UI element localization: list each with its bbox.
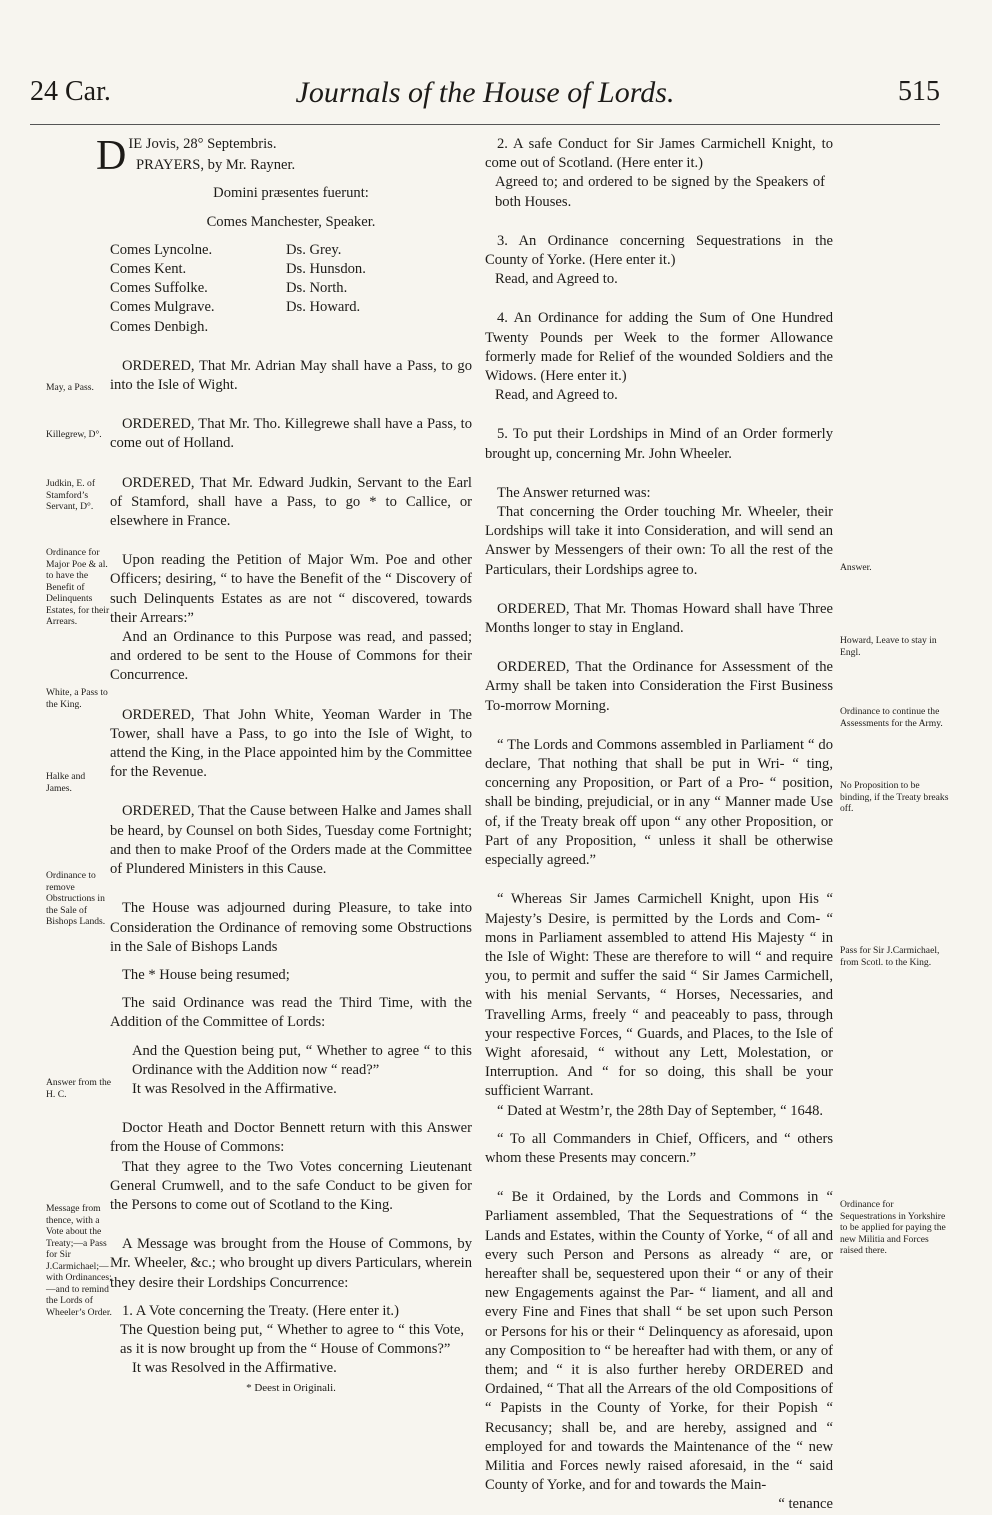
house-adjourned: The House was adjourned during Pleasure, to take into Consideration the Ordinance of removing some Obstructions in the Sale of Bishops Lands: [110, 900, 472, 955]
lord-name: Ds. Howard.: [286, 299, 361, 316]
vote-question: The Question being put, “ Whether to agree to “ this Vote, as it is now brought up from the “ House of Commons?”: [120, 1321, 464, 1358]
margin-note-assessment: Ordinance to continue the Assessments for the Army.: [840, 706, 943, 729]
lords-present-list: [110, 241, 472, 337]
margin-note-white: White, a Pass to the King.: [46, 687, 108, 710]
catchword: “ tenance: [778, 1496, 833, 1513]
poe-ordinance: And an Ordinance to this Purpose was read, and passed; and ordered to be sent to the House of Commons for their Concurrence.: [110, 629, 472, 684]
lord-name: Ds. Grey.: [286, 241, 342, 258]
left-column: [96, 133, 472, 1398]
header-page-number: 515: [898, 76, 940, 107]
margin-note-bishops: Ordinance to remove Obstructions in the Sale of Bishops Lands.: [46, 870, 106, 927]
order-killegrew-pass: ORDERED, That Mr. Tho. Killegrewe shall have a Pass, to come out of Holland.: [110, 416, 472, 452]
sequestrations-agreed: Read, and Agreed to.: [495, 271, 618, 288]
lord-name: Comes Lyncolne.: [110, 241, 213, 258]
header-regnal-year: 24 Car.: [30, 76, 111, 107]
margin-note-yorkshire: Ordinance for Sequestrations in Yorkshire to be applied for paying the new Militia and Forces raised there.: [840, 1199, 946, 1256]
house-resumed: The * House being resumed;: [122, 966, 290, 983]
order-judkin-pass: ORDERED, That Mr. Edward Judkin, Servant to the Earl of Stamford, shall have a Pass, to go * to Callice, or elsewhere in France.: [110, 474, 472, 530]
footnote: * Deest in Originali.: [246, 1381, 336, 1394]
date-dropcap: D: [96, 133, 127, 179]
ordinance-question: And the Question being put, “ Whether to agree “ to this Ordinance with the Addition now “ read?”: [132, 1042, 472, 1078]
answer-text: That concerning the Order touching Mr. Wheeler, their Lordships will take it into Consideration, and will send an Answer by Messengers of their own: To all the rest of the Particulars, their Lordships agree to.: [485, 504, 833, 578]
commons-message: A Message was brought from the House of Commons, by Mr. Wheeler, &c.; who brought up divers Particulars, wherein they desire their Lordships Concurrence:: [110, 1236, 472, 1291]
margin-note-howard: Howard, Leave to stay in Engl.: [840, 635, 937, 658]
margin-note-no-proposition: No Proposition to be binding, if the Treaty breaks off.: [840, 780, 949, 814]
header-rule: [30, 124, 940, 125]
wheeler-item: 5. To put their Lordships in Mind of an Order formerly brought up, concerning Mr. John Wheeler.: [485, 426, 833, 462]
margin-note-may: May, a Pass.: [46, 382, 94, 393]
vote-treaty: 1. A Vote concerning the Treaty. (Here enter it.): [122, 1302, 399, 1319]
order-army-assessment: ORDERED, That the Ordinance for Assessment of the Army shall be taken into Consideration the First Business To-morrow Morning.: [485, 659, 833, 714]
carmichell-pass: “ Whereas Sir James Carmichell Knight, upon His “ Majesty’s Desire, is permitted by the Lords and Com- “ mons in Parliament assembled to attend His Majesty “ in the Isle of Wight: These are therefore to will “ and require you, to permit and suffer the said “ Sir James Carmichell, with his menial Servants, “ Horses, Necessaries, and Travelling Arms, freely “ and peaceably to pass, through your respective Forces, “ Guards, and Places, to the Isle of Wight aforesaid, “ without any Lett, Molestation, or Interruption. And “ for so doing, this shall be your sufficient Warrant.: [485, 891, 833, 1100]
margin-note-answer-right: Answer.: [840, 562, 872, 573]
ordinance-resolved: It was Resolved in the Affirmative.: [132, 1080, 337, 1097]
treaty-declaration: “ The Lords and Commons assembled in Parliament “ do declare, That nothing that shall be put in Wri- “ ting, concerning any Proposition, or Part of a Pro- “ position, shall be binding, prejudicial, or in any “ Manner made Use of, if the Treaty break off upon “ any other Proposition, or Part of any Proposition, “ unless it shall be otherwise especially agreed.”: [485, 736, 833, 869]
running-header: [30, 76, 940, 124]
lord-name: Comes Mulgrave.: [110, 299, 215, 316]
relief-agreed: Read, and Agreed to.: [495, 387, 618, 404]
order-may-pass: ORDERED, That Mr. Adrian May shall have a Pass, to go into the Isle of Wight.: [110, 357, 472, 394]
margin-note-halke: Halke and James.: [46, 771, 86, 794]
lord-name: Comes Suffolke.: [110, 280, 208, 297]
order-white-pass: ORDERED, That John White, Yeoman Warder in The Tower, shall have a Pass, to go into the Isle of Wight, to attend the King, in the Place appointed him by the Committee for the Revenue.: [110, 706, 472, 781]
safe-conduct-item: 2. A safe Conduct for Sir James Carmichell Knight, to come out of Scotland. (Here enter it.): [485, 136, 833, 172]
margin-note-judkin: Judkin, E. of Stamford’s Servant, D°.: [46, 478, 96, 512]
prayers-line: PRAYERS, by Mr. Rayner.: [136, 157, 296, 174]
speaker-line: Comes Manchester, Speaker.: [206, 213, 376, 230]
order-howard-leave: ORDERED, That Mr. Thomas Howard shall have Three Months longer to stay in England.: [485, 600, 833, 637]
lord-name: Comes Kent.: [110, 261, 187, 278]
commons-agree: That they agree to the Two Votes concerning Lieutenant General Crumwell, and to the safe Conduct to be given for the Persons to come out of Scotland to the King.: [110, 1158, 472, 1213]
lords-present-heading: Domini præsentes fuerunt:: [213, 185, 369, 202]
relief-item: 4. An Ordinance for adding the Sum of One Hundred Twenty Pounds per Week to the former Allowance formerly made for Relief of the wounded Soldiers and the Widows. (Here enter it.): [485, 310, 833, 385]
margin-note-carmichael-pass: Pass for Sir J.Carmichael, from Scotl. to the King.: [840, 945, 940, 968]
margin-note-killegrew: Killegrew, D°.: [46, 429, 102, 440]
yorkshire-ordinance: “ Be it Ordained, by the Lords and Commons in “ Parliament assembled, That the Sequestrations of “ the Lands and Estates, within the County of Yorke, “ of all and every such Person and Persons as already “ are, or hereafter shall be, sequestered upon their “ or any of their new Engagements against the Par- “ liament, and all and every Fine and Fines that shall “ be set upon such Person or Persons for his or their “ Delinquency as aforesaid, upon any Composition to “ be hereafter had with them, or any of them; and “ it is also further hereby ORDERED and Ordained, “ That all the Arrears of the old Compositions of “ Papists in the County of Yorke, for their Popish “ Recusancy; shall be, and are hereby, assigned and “ employed for and towards the Maintenance of the “ new Militia and Forces newly raised aforesaid, in the “ said County of Yorke, and for and towards the Main-: [485, 1189, 833, 1494]
lord-name: Ds. Hunsdon.: [286, 261, 366, 278]
date-heading: IE Jovis, 28° Septembris.: [128, 136, 277, 152]
order-halke-james: ORDERED, That the Cause between Halke and James shall be heard, by Counsel on both Sides, Tuesday come Fortnight; and then to make Proof of the Orders made at the Committee of Plundered Ministers in this Cause.: [110, 803, 472, 878]
sequestrations-item: 3. An Ordinance concerning Sequestrations in the County of Yorke. (Here enter it.): [485, 232, 833, 269]
margin-note-message: Message from thence, with a Vote about the Treaty;—a Pass for Sir J.Carmichael;—with Ordinances;—and to remind the Lords of Wheeler’s Order.: [46, 1203, 112, 1318]
pass-addressees: “ To all Commanders in Chief, Officers, and “ others whom these Presents may concern.”: [485, 1130, 833, 1166]
pass-dated: “ Dated at Westm’r, the 28th Day of September, “ 1648.: [497, 1102, 824, 1119]
answer-heading: The Answer returned was:: [497, 484, 651, 501]
commons-answer: Doctor Heath and Doctor Bennett return with this Answer from the House of Commons:: [110, 1120, 472, 1156]
ordinance-third-reading: The said Ordinance was read the Third Time, with the Addition of the Committee of Lords:: [110, 995, 472, 1031]
header-title: Journals of the House of Lords.: [295, 76, 675, 109]
safe-conduct-agreed: Agreed to; and ordered to be signed by the Speakers of both Houses.: [495, 174, 825, 210]
right-column: [485, 135, 833, 1515]
margin-note-answer: Answer from the H. C.: [46, 1077, 112, 1100]
lord-name: Ds. North.: [286, 280, 348, 297]
vote-resolved: It was Resolved in the Affirmative.: [132, 1360, 337, 1377]
margin-note-poe: Ordinance for Major Poe & al. to have the Benefit of Delinquents Estates, for their Arrears.: [46, 547, 110, 627]
lord-name: Comes Denbigh.: [110, 318, 209, 335]
poe-petition: Upon reading the Petition of Major Wm. Poe and other Officers; desiring, “ to have the Benefit of the “ Discovery of such Delinquents Estates as are not “ discovered, towards their Arrears:”: [110, 552, 472, 626]
